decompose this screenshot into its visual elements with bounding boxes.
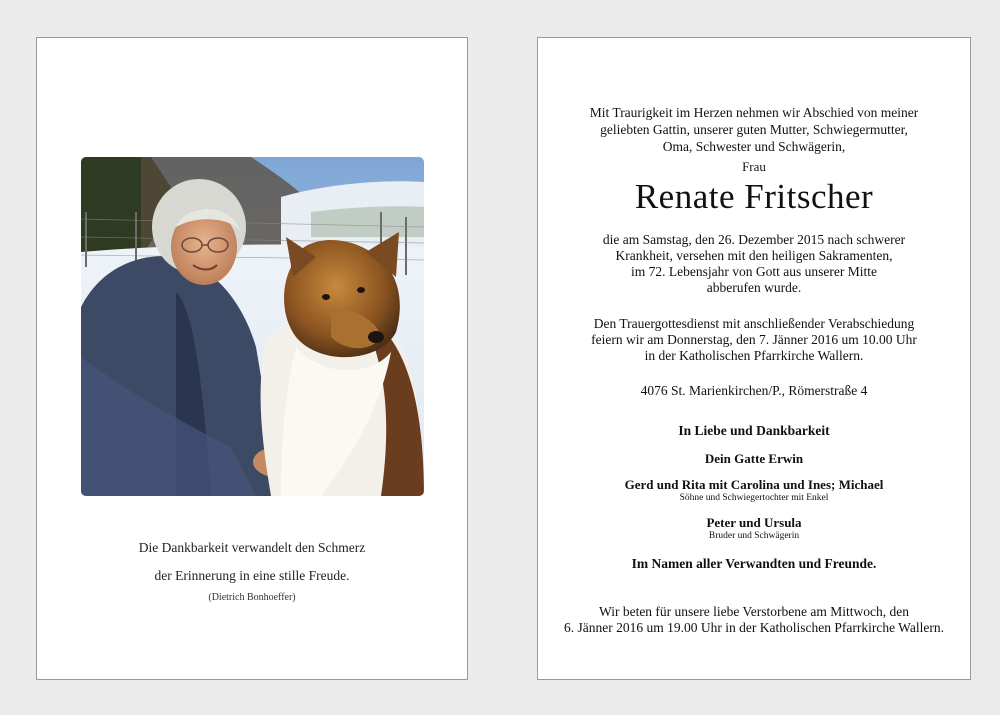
service-info	[538, 316, 970, 364]
relatives-line: Im Namen aller Verwandten und Freunde.	[631, 556, 877, 571]
death-notice	[538, 232, 970, 296]
quote-author: (Dietrich Bonhoeffer)	[208, 592, 296, 603]
left-card	[36, 37, 468, 680]
prayer-line: Wir beten für unsere liebe Verstorbene am Mittwoch, den	[599, 604, 909, 619]
right-card	[537, 37, 971, 680]
quote-line: Die Dankbarkeit verwandelt den Schmerz	[138, 540, 366, 555]
intro-line: geliebten Gattin, unserer guten Mutter, Schwiegermutter,	[600, 122, 908, 137]
children-names: Gerd und Rita mit Carolina und Ines; Michael	[624, 477, 884, 492]
death-line: Krankheit, versehen mit den heiligen Sakramenten,	[615, 248, 893, 263]
spouse-name: Dein Gatte Erwin	[704, 451, 804, 466]
siblings-names: Peter und Ursula	[706, 515, 802, 530]
service-line: feiern wir am Donnerstag, den 7. Jänner 2016 um 10.00 Uhr	[591, 332, 917, 347]
deceased-name: Renate Fritscher	[634, 177, 874, 216]
address: 4076 St. Marienkirchen/P., Römerstraße 4	[640, 383, 868, 398]
prayer-info	[538, 604, 970, 636]
love-heading: In Liebe und Dankbarkeit	[678, 423, 830, 438]
prayer-line: 6. Jänner 2016 um 19.00 Uhr in der Katholischen Pfarrkirche Wallern.	[564, 620, 944, 635]
intro-text	[538, 104, 970, 155]
intro-line: Oma, Schwester und Schwägerin,	[662, 139, 846, 154]
children-relation: Söhne und Schwiegertochter mit Enkel	[679, 493, 829, 503]
portrait-photo	[81, 157, 424, 496]
siblings-relation: Bruder und Schwägerin	[708, 531, 800, 541]
death-line: abberufen wurde.	[706, 280, 802, 295]
death-line: die am Samstag, den 26. Dezember 2015 nach schwerer	[602, 232, 906, 247]
intro-line: Mit Traurigkeit im Herzen nehmen wir Abschied von meiner	[589, 105, 919, 120]
service-line: in der Katholischen Pfarrkirche Wallern.	[644, 348, 864, 363]
salutation: Frau	[742, 159, 766, 174]
quote-line: der Erinnerung in eine stille Freude.	[154, 568, 350, 583]
photo-illustration	[81, 157, 424, 496]
service-line: Den Trauergottesdienst mit anschließender Verabschiedung	[593, 316, 915, 331]
death-line: im 72. Lebensjahr von Gott aus unserer Mitte	[631, 264, 877, 279]
